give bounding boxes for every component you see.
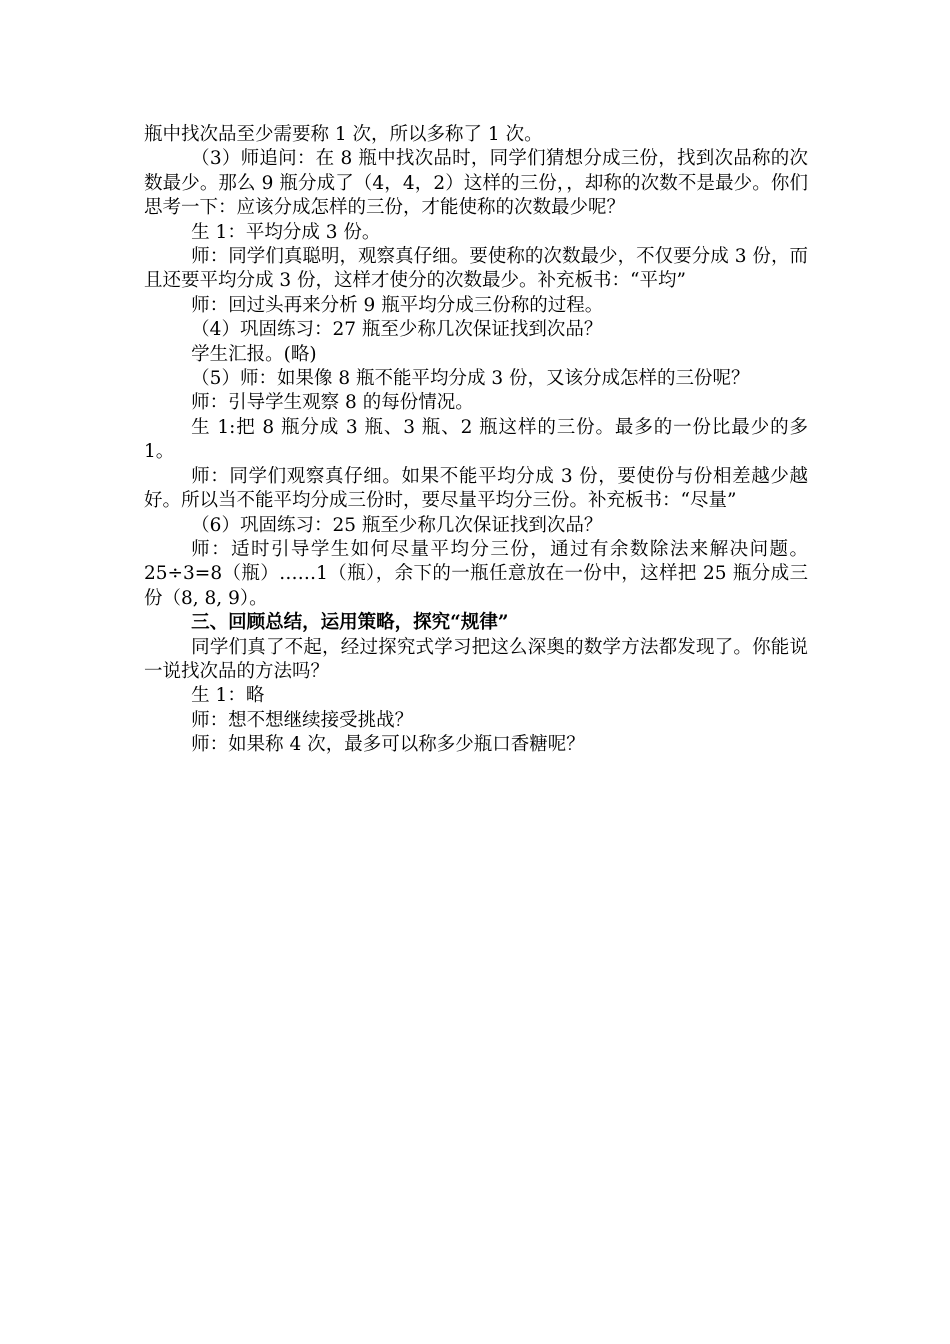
paragraph-12: （6）巩固练习：25 瓶至少称几次保证找到次品？ <box>191 514 603 536</box>
paragraph-2: （3）师追问：在 8 瓶中找次品时，同学们猜想分成三份，找到次品称的次数最少。那么 9 瓶分成了（4，4，2）这样的三份，，却称的次数不是最少。你们思考一下：应该分成怎样的三份，才能使称的次数最少呢？ <box>144 148 808 219</box>
paragraph-3: 生 1：平均分成 3 份。 <box>191 221 381 243</box>
paragraph-1: 瓶中找次品至少需要称 1 次，所以多称了 1 次。 <box>144 124 543 145</box>
paragraph-18: 师：如果称 4 次，最多可以称多少瓶口香糖呢？ <box>191 734 585 756</box>
paragraph-6: （4）巩固练习：27 瓶至少称几次保证找到次品？ <box>191 319 603 341</box>
paragraph-17: 师：想不想继续接受挑战？ <box>191 709 414 731</box>
paragraph-10: 生 1:把 8 瓶分成 3 瓶、3 瓶、2 瓶这样的三份。最多的一份比最少的多 1。 <box>144 416 808 463</box>
paragraph-16: 生 1：略 <box>191 685 265 707</box>
paragraph-8: （5）师：如果像 8 瓶不能平均分成 3 份，又该分成怎样的三份呢？ <box>191 368 750 390</box>
paragraph-4: 师：同学们真聪明，观察真仔细。要使称的次数最少，不仅要分成 3 份，而且还要平均分成 3 份，这样才使分的次数最少。补充板书：“平均” <box>144 246 808 292</box>
paragraph-7: 学生汇报。(略) <box>191 343 317 365</box>
section-heading: 三、回顾总结，运用策略，探究“规律” <box>191 612 509 634</box>
paragraph-11: 师：同学们观察真仔细。如果不能平均分成 3 份，要使份与份相差越少越好。所以当不能平均分成三份时，要尽量平均分三份。补充板书：“尽量” <box>144 465 808 512</box>
paragraph-15: 同学们真了不起，经过探究式学习把这么深奥的数学方法都发现了。你能说一说找次品的方法吗？ <box>144 636 808 682</box>
document-body <box>144 123 808 758</box>
paragraph-5: 师：回过头再来分析 9 瓶平均分成三份称的过程。 <box>191 294 604 316</box>
paragraph-13: 师：适时引导学生如何尽量平均分三份，通过有余数除法来解决问题。25÷3=8（瓶）……1（瓶），余下的一瓶任意放在一份中，这样把 25 瓶分成三份（8, 8, 9）。 <box>144 538 808 609</box>
paragraph-9: 师：引导学生观察 8 的每份情况。 <box>191 392 474 414</box>
